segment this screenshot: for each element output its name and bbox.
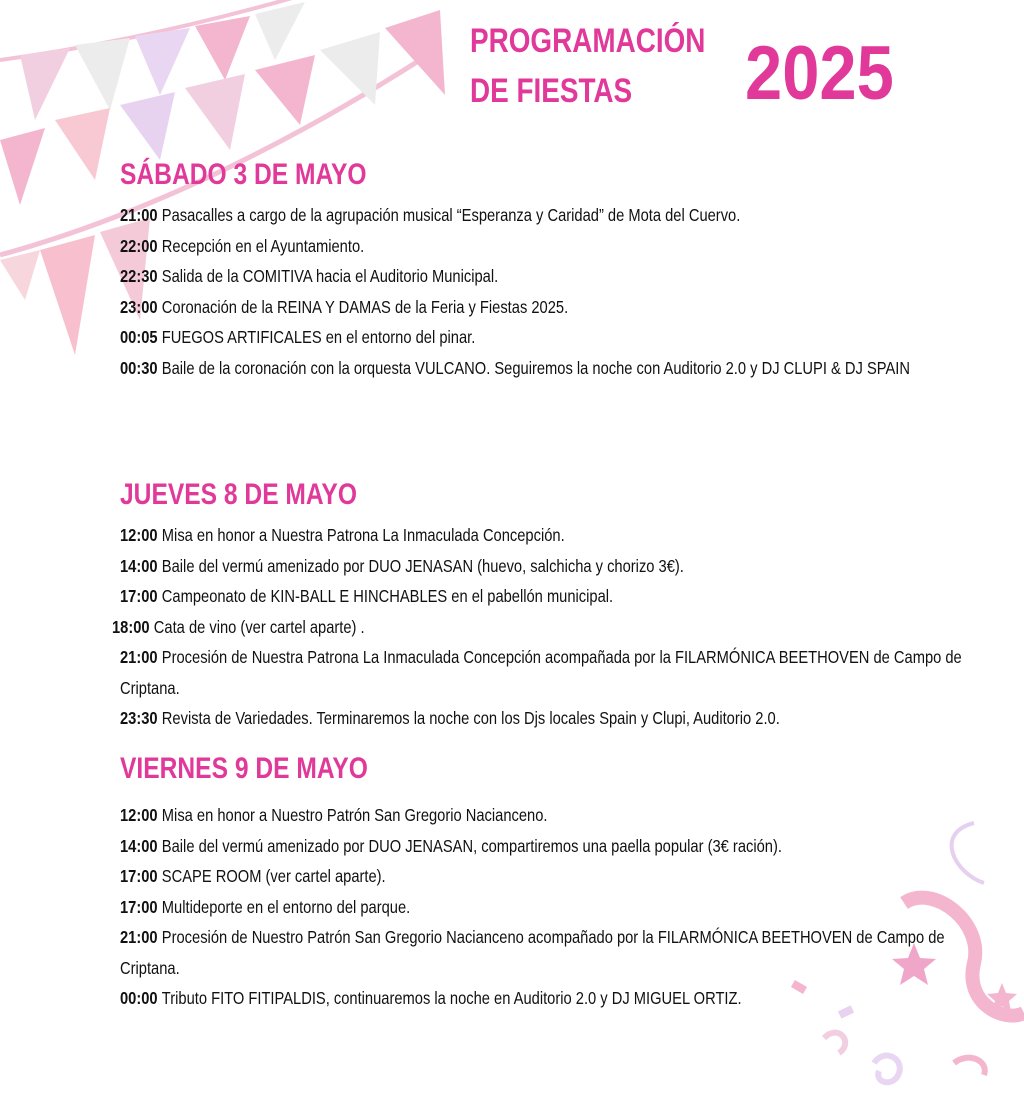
event-item — [120, 322, 994, 353]
event-item — [120, 983, 994, 1014]
event-time: 17:00 — [120, 896, 158, 917]
event-item — [120, 551, 994, 582]
event-item — [112, 612, 986, 643]
event-time: 00:30 — [120, 357, 158, 378]
event-text: Procesión de Nuestro Patrón San Gregorio Nacianceno acompañado por la FILARMÓNICA BEETHOVEN de Campo de Criptana. — [120, 927, 945, 978]
event-item — [120, 292, 994, 323]
day-section-viernes — [120, 752, 1000, 1014]
day-section-sabado — [120, 158, 1000, 383]
event-text: Revista de Variedades. Terminaremos la noche con los Djs locales Spain y Clupi, Auditorio 2.0. — [161, 708, 780, 728]
event-time: 21:00 — [120, 205, 158, 225]
day-title: JUEVES 8 DE MAYO — [120, 478, 357, 511]
event-time: 21:00 — [120, 927, 158, 947]
event-text: Baile de la coronación con la orquesta VULCANO. Seguiremos la noche con Auditorio 2.0 y DJ CLUPI & DJ SPAIN — [161, 357, 910, 378]
event-time: 17:00 — [120, 586, 158, 606]
event-text: SCAPE ROOM (ver cartel aparte). — [161, 866, 386, 886]
event-text: Campeonato de KIN-BALL E HINCHABLES en el pabellón municipal. — [161, 586, 614, 606]
event-item — [120, 892, 994, 923]
event-text: Coronación de la REINA Y DAMAS de la Feria y Fiestas 2025. — [161, 296, 569, 317]
event-item — [120, 831, 994, 862]
event-item — [120, 800, 994, 831]
event-text: Recepción en el Ayuntamiento. — [161, 235, 365, 256]
event-time: 23:00 — [120, 296, 158, 317]
page-title-line1: PROGRAMACIÓN — [470, 22, 706, 60]
day-section-jueves — [112, 478, 1000, 734]
event-text: Multideporte en el entorno del parque. — [161, 896, 411, 917]
page-title-line2: DE FIESTAS — [470, 72, 633, 110]
day-title: VIERNES 9 DE MAYO — [120, 752, 368, 785]
event-time: 12:00 — [120, 525, 158, 545]
event-item — [120, 200, 994, 231]
event-time: 23:30 — [120, 708, 158, 728]
event-item — [120, 581, 994, 612]
day-title: SÁBADO 3 DE MAYO — [120, 158, 367, 191]
page-year: 2025 — [745, 31, 894, 116]
event-item — [120, 231, 994, 262]
event-time: 22:30 — [120, 266, 158, 286]
event-time: 17:00 — [120, 866, 158, 886]
event-time: 00:00 — [120, 988, 158, 1008]
event-item — [120, 703, 994, 734]
event-item — [120, 353, 994, 384]
event-item — [120, 520, 994, 551]
event-text: FUEGOS ARTIFICALES en el entorno del pinar. — [161, 327, 476, 347]
event-time: 18:00 — [112, 616, 150, 637]
event-time: 21:00 — [120, 647, 158, 667]
page-header — [470, 20, 1010, 120]
event-time: 22:00 — [120, 235, 158, 256]
event-time: 14:00 — [120, 555, 158, 576]
event-item — [120, 642, 994, 703]
event-text: Cata de vino (ver cartel aparte) . — [153, 616, 365, 637]
event-text: Baile del vermú amenizado por DUO JENASAN, compartiremos una paella popular (3€ ración). — [161, 835, 782, 856]
event-time: 14:00 — [120, 835, 158, 856]
event-text: Baile del vermú amenizado por DUO JENASAN (huevo, salchicha y chorizo 3€). — [161, 555, 684, 576]
event-text: Pasacalles a cargo de la agrupación musical “Esperanza y Caridad” de Mota del Cuervo. — [161, 205, 741, 225]
event-text: Misa en honor a Nuestra Patrona La Inmaculada Concepción. — [161, 525, 565, 545]
event-text: Misa en honor a Nuestro Patrón San Gregorio Nacianceno. — [161, 805, 548, 825]
event-item — [120, 922, 994, 983]
event-item — [120, 261, 994, 292]
event-text: Salida de la COMITIVA hacia el Auditorio Municipal. — [161, 266, 499, 286]
event-time: 12:00 — [120, 805, 158, 825]
event-item — [120, 861, 994, 892]
event-time: 00:05 — [120, 327, 158, 347]
event-text: Tributo FITO FITIPALDIS, continuaremos la noche en Auditorio 2.0 y DJ MIGUEL ORTIZ. — [161, 988, 742, 1008]
event-text: Procesión de Nuestra Patrona La Inmaculada Concepción acompañada por la FILARMÓNICA BEETHOVEN de Campo de Criptana. — [120, 647, 962, 698]
